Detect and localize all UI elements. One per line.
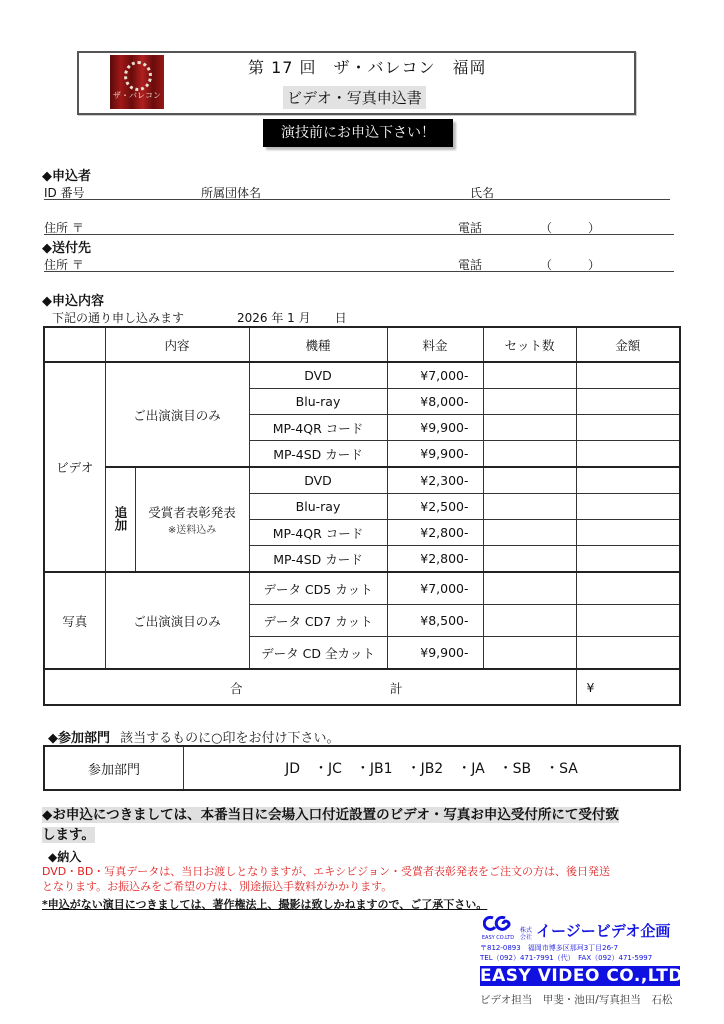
department-label: 参加部門: [44, 746, 184, 790]
price-cell: ¥8,500-: [387, 605, 483, 637]
amount-input[interactable]: [576, 572, 680, 605]
department-section-title: ◆参加部門: [48, 731, 110, 746]
company-logo: [480, 915, 516, 941]
delivery-text: [42, 864, 692, 894]
header-content: 内容: [105, 327, 249, 362]
amount-input[interactable]: [576, 441, 680, 468]
total-label-1: 合: [230, 681, 243, 696]
company-logo-row: [480, 913, 680, 941]
table-row: [44, 572, 680, 605]
company-name-jp: イージービデオ企画: [536, 922, 671, 940]
company-staff: ビデオ担当 甲斐・池田/写真担当 石松: [480, 994, 673, 1006]
delivery-text-line-1: DVD・BD・写真データは、当日お渡しとなりますが、エキシビジョン・受賞者表彰発表をご注文の方は、後日発送: [42, 865, 610, 878]
type-cell: データ CD 全カット: [249, 637, 387, 670]
order-date: 2026 年 1 月 日: [237, 311, 347, 325]
delivery-title: ◆納入: [48, 850, 82, 864]
header-price: 料金: [387, 327, 483, 362]
shipping-address-label: 住所 〒: [44, 258, 84, 272]
header-blank: [44, 327, 105, 362]
type-cell: DVD: [249, 467, 387, 494]
award-label-cell: [135, 467, 249, 572]
price-cell: ¥2,800-: [387, 546, 483, 573]
price-cell: ¥2,300-: [387, 467, 483, 494]
sets-input[interactable]: [483, 605, 576, 637]
form-title: ビデオ・写真申込書: [283, 86, 426, 109]
price-cell: ¥9,900-: [387, 415, 483, 441]
order-section-title: ◆申込内容: [42, 294, 104, 309]
department-heading: [48, 727, 339, 746]
type-cell: MP-4QR コード: [249, 415, 387, 441]
amount-input[interactable]: [576, 467, 680, 494]
type-cell: MP-4QR コード: [249, 520, 387, 546]
sets-input[interactable]: [483, 441, 576, 468]
type-cell: Blu-ray: [249, 389, 387, 415]
department-instruction: 該当するものに○印をお付け下さい。: [120, 731, 340, 746]
total-row: [44, 669, 680, 705]
event-logo: [110, 55, 164, 109]
company-name-en: EASY VIDEO CO.,LTD: [480, 966, 684, 986]
video-category: ビデオ: [44, 362, 105, 572]
notice-banner: 演技前にお申込下さい！: [263, 119, 453, 147]
amount-input[interactable]: [576, 362, 680, 389]
sets-input[interactable]: [483, 546, 576, 573]
amount-input[interactable]: [576, 494, 680, 520]
group-label: 所属団体名: [201, 186, 262, 200]
amount-input[interactable]: [576, 637, 680, 670]
award-label: 受賞者表彰発表: [148, 505, 236, 520]
reception-note: [42, 805, 684, 845]
type-cell: MP-4SD カード: [249, 441, 387, 468]
price-cell: ¥9,900-: [387, 637, 483, 670]
reception-text-cont: します。: [42, 827, 95, 843]
name-label: 氏名: [470, 186, 495, 200]
sets-input[interactable]: [483, 520, 576, 546]
total-amount-input[interactable]: [576, 669, 680, 705]
id-label: ID 番号: [44, 186, 85, 200]
company-swirl-icon: [483, 915, 513, 931]
award-note: ※送料込み: [167, 525, 217, 536]
shipping-section-title: ◆送付先: [42, 241, 91, 256]
price-cell: ¥7,000-: [387, 572, 483, 605]
price-cell: ¥8,000-: [387, 389, 483, 415]
company-kabushiki: 株式会社: [520, 927, 533, 941]
amount-input[interactable]: [576, 605, 680, 637]
sets-input[interactable]: [483, 362, 576, 389]
shipping-phone-label: 電話: [458, 258, 483, 272]
sets-input[interactable]: [483, 637, 576, 670]
photo-main-label: ご出演演目のみ: [105, 572, 249, 669]
total-currency: ¥: [586, 679, 595, 695]
type-cell: DVD: [249, 362, 387, 389]
sets-input[interactable]: [483, 494, 576, 520]
total-label-2: 計: [390, 681, 403, 696]
price-cell: ¥2,500-: [387, 494, 483, 520]
company-logo-abbr: EASY CO.LTD: [481, 935, 515, 941]
address-label: 住所 〒: [44, 221, 84, 235]
table-header-row: [44, 327, 680, 362]
table-row: [44, 362, 680, 389]
department-table: [43, 745, 681, 791]
price-cell: ¥7,000-: [387, 362, 483, 389]
order-statement: 下記の通り申し込みます: [52, 311, 185, 325]
amount-input[interactable]: [576, 546, 680, 573]
copyright-note: *申込がない演目につきましては、著作権法上、撮影は致しかねますので、ご了承下さい。: [42, 898, 488, 911]
logo-wreath-icon: [124, 61, 152, 91]
order-table: [43, 326, 681, 706]
logo-text: ザ・バレコン: [113, 91, 161, 100]
sets-input[interactable]: [483, 389, 576, 415]
applicant-section-title: ◆申込者: [42, 169, 91, 184]
header-type: 機種: [249, 327, 387, 362]
sets-input[interactable]: [483, 467, 576, 494]
amount-input[interactable]: [576, 389, 680, 415]
shipping-line[interactable]: [44, 271, 674, 272]
applicant-line-1[interactable]: [44, 199, 670, 200]
addon-label-text: 追加: [113, 505, 128, 531]
sets-input[interactable]: [483, 415, 576, 441]
price-cell: ¥2,800-: [387, 520, 483, 546]
department-options[interactable]: JD ・JC ・JB1 ・JB2 ・JA ・SB ・SA: [184, 746, 681, 790]
type-cell: MP-4SD カード: [249, 546, 387, 573]
type-cell: データ CD5 カット: [249, 572, 387, 605]
photo-category: 写真: [44, 572, 105, 669]
phone-label: 電話: [458, 221, 483, 235]
event-title: 第 17 回 ザ・バレコン 福岡: [248, 58, 487, 77]
type-cell: データ CD7 カット: [249, 605, 387, 637]
header-amount: 金額: [576, 327, 680, 362]
company-block: [480, 913, 684, 1007]
amount-input[interactable]: [576, 415, 680, 441]
shipping-phone-parens: （ ）: [540, 258, 601, 272]
table-row: [44, 467, 680, 494]
video-main-label: ご出演演目のみ: [105, 362, 249, 467]
total-label-cell: [44, 669, 576, 705]
addon-label: [105, 467, 135, 572]
sets-input[interactable]: [483, 572, 576, 605]
amount-input[interactable]: [576, 520, 680, 546]
header-sets: セット数: [483, 327, 576, 362]
phone-parens: （ ）: [540, 221, 601, 235]
price-cell: ¥9,900-: [387, 441, 483, 468]
reception-text: ◆お申込につきましては、本番当日に会場入口付近設置のビデオ・写真お申込受付所にて受付致: [42, 807, 619, 823]
delivery-text-line-2: となります。お振込みをご希望の方は、別途振込手数料がかかります。: [42, 880, 393, 893]
company-address: 〒812-0893 福岡市博多区那珂3丁目26-7: [480, 944, 619, 952]
type-cell: Blu-ray: [249, 494, 387, 520]
applicant-line-2[interactable]: [44, 234, 674, 235]
company-contact: TEL（092）471-7991（代） FAX（092）471-5997: [480, 954, 653, 962]
